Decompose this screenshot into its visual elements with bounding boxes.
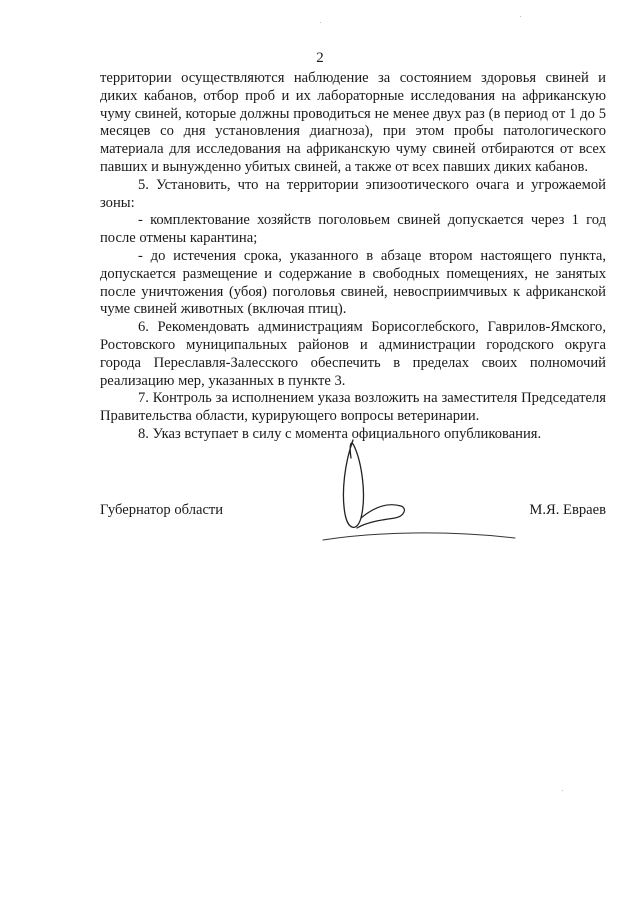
scan-speck — [520, 16, 521, 17]
paragraph-continuation: территории осуществляются наблюдение за состоянием здоровья свиней и диких кабанов, отбор проб и их лабораторные исследования на африканскую чуму свиней, которые должны проводиться не менее двух раз (в период от 1 до 5 месяцев со дня установления диагноза), при этом пробы патологического материала для исследования на африканскую чуму свиней отбираются от всех павших и вынужденно убитых свиней, а также от всех павших диких кабанов. — [100, 70, 606, 175]
paragraph-item-6: 6. Рекомендовать администрациям Борисоглебского, Гаврилов-Ямского, Ростовского муниципальных районов и администрации городского округа города Переславля-Залесского обеспечить в пределах своих полномочий реализацию мер, указанных в пункте 3. — [100, 319, 606, 389]
handwritten-signature-icon — [315, 432, 525, 552]
paragraph-item-5-sub-1: - комплектование хозяйств поголовьем свиней допускается через 1 год после отмены карантина; — [100, 212, 606, 247]
signatory-name: М.Я. Евраев — [529, 502, 606, 518]
document-body — [100, 70, 606, 444]
paragraph-item-7: 7. Контроль за исполнением указа возложить на заместителя Председателя Правительства области, курирующего вопросы ветеринарии. — [100, 390, 606, 425]
paragraph-item-8: 8. Указ вступает в силу с момента официального опубликования. — [138, 425, 542, 442]
scan-speck — [562, 790, 563, 791]
paragraph-item-5-sub-2: - до истечения срока, указанного в абзаце втором настоящего пункта, допускается размещение и содержание в свободных помещениях, не занятых после уничтожения (убоя) поголовья свиней, невосприимчивых к африканской чуме свиней животных (включая птиц). — [100, 247, 606, 318]
scan-speck — [320, 22, 321, 23]
paragraph-item-5: 5. Установить, что на территории эпизоотического очага и угрожаемой зоны: — [100, 176, 606, 211]
signatory-title: Губернатор области — [100, 502, 224, 518]
page-number: 2 — [316, 50, 324, 66]
